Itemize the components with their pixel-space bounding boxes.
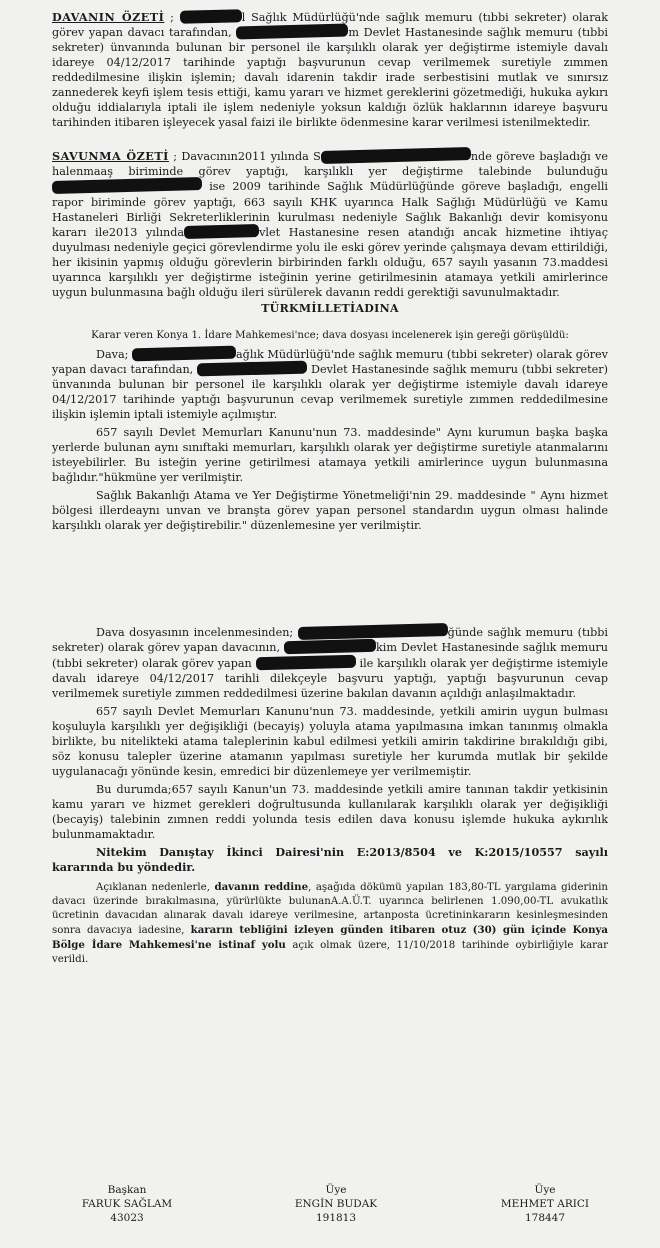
signature-role: Başkan bbox=[107, 1184, 147, 1196]
redaction bbox=[255, 654, 355, 670]
conclusion-paragraph: Bu durumda;657 sayılı Kanun'un 73. maddesinde yetkili amire tanınan takdir yetkisinin kamu yararı ve hizmet gerekleri doğrultusunda kullanılarak karşılıklı olarak yer değişikliği (becayiş) talebinin zımnen reddi yolunda tesis edilen dava konusu işlemde hukuka aykırılık bulunmamaktadır. bbox=[52, 782, 608, 842]
council-of-state-paragraph: Nitekim Danıştay İkinci Dairesi'nin E:2013/8504 ve K:2015/10557 sayılı kararında bu yöndedir. bbox=[52, 845, 608, 875]
signature-number: 178447 bbox=[524, 1212, 566, 1224]
redaction bbox=[184, 224, 259, 239]
redaction bbox=[180, 9, 242, 24]
signature-block bbox=[52, 1183, 620, 1225]
law-657-paragraph: 657 sayılı Devlet Memurları Kanunu'nun 73. maddesinde" Aynı kurumun başka başka yerlerde bulunan aynı sınıftaki memurları, karşılıklı olarak yer değiştirme suretiyle atanmalarını isteyebilirler. Bu isteğin yerine getirilmesi atamaya yetkili amirlerince uygun bulunmasına bağlıdır."hükmüne yer verilmiştir. bbox=[52, 426, 608, 485]
law-657-assessment-paragraph: 657 sayılı Devlet Memurları Kanunu'nun 73. maddesinde, yetkili amirin uygun bulması koşuluyla karşılıklı yer değişikliği (becayiş) yoluyla atama yapılmasına imkan tanınmış olmakla birlikte, bu nitelikteki atama taleplerinin kabul edilmesi yetkili amirin takdirine bırakıldığı gibi, söz konusu talepler üzerine atamanın yapılması suretiyle her kurumda mutlak bir şekilde uygulanacağı yönünde kesin, emredici bir düzenlemeye yer verilmemiştir. bbox=[52, 704, 608, 778]
verdict-paragraph: Açıklanan nedenlerle, davanın reddine, aşağıda dökümü yapılan 183,80-TL yargılama giderinin davacı üzerinde bırakılmasına, yürürlükte bulunanA.A.Ü.T. uyarınca belirlenen 1.090,00-TL avukatlık ücretinin davacıdan alınarak davalı idareye verilmesine, artanposta ücretininkararın kesinleşmesinden sonra davacıya iadesine, kararın tebliğini izleyen günden itibaren otuz (30) gün içinde Konya Bölge İdare Mahkemesi'ne istinaf yolu açık olmak üzere, 11/10/2018 tarihinde oybirliğiyle karar verildi. bbox=[52, 881, 608, 966]
claim-summary-label: DAVANIN ÖZETİ bbox=[52, 10, 165, 24]
intro-paragraph: Karar veren Konya 1. İdare Mahkemesi'nce; dava dosyası incelenerek işin gereği görüşüldü: bbox=[91, 329, 569, 341]
redaction bbox=[52, 178, 202, 195]
redaction bbox=[298, 623, 448, 640]
signature-chair bbox=[52, 1183, 202, 1225]
case-paragraph: Dava; ağlık Müdürlüğü'nde sağlık memuru (tıbbi sekreter) olarak görev yapan davacı tarafından, Devlet Hastanesinde sağlık memuru (tıbbi sekreter) ünvanında bulunan bir personel ile karşılıklı olarak yer değiştirme istemiyle davalı idareye 04/12/2017 tarihinde yaptığı başvurunun cevap verilmemek suretiyle zımmen reddedilmesine ilişkin işlemin iptali istemiyle açılmıştır. bbox=[52, 347, 608, 422]
signature-number: 191813 bbox=[315, 1212, 357, 1224]
redaction bbox=[284, 639, 376, 654]
signature-number: 43023 bbox=[110, 1212, 144, 1224]
signature-name: ENGİN BUDAK bbox=[294, 1198, 378, 1210]
signature-member-2 bbox=[470, 1183, 620, 1225]
redaction bbox=[197, 360, 307, 376]
section-heading: TÜRKMİLLETİADINA bbox=[261, 301, 399, 315]
signature-role: Üye bbox=[325, 1184, 347, 1196]
redaction bbox=[321, 147, 471, 164]
redaction bbox=[236, 24, 348, 40]
signature-role: Üye bbox=[534, 1184, 556, 1196]
signature-name: FARUK SAĞLAM bbox=[81, 1198, 173, 1210]
defense-summary-label: SAVUNMA ÖZETİ bbox=[52, 149, 169, 164]
signature-name: MEHMET ARICI bbox=[500, 1198, 590, 1210]
claim-summary-paragraph: DAVANIN ÖZETİ ; l Sağlık Müdürlüğü'nde sağlık memuru (tıbbi sekreter) olarak görev yapan davacı tarafından, m Devlet Hastanesinde sağlık memuru (tıbbi sekreter) ünvanında bulunan bir personel ile karşılıklı olarak yer değiştirme istemiyle davalı idareye 04/12/2017 tarihinde yaptığı başvurunun cevap verilmemek suretiyle zımmen reddedilmesine ilişkin işlemin; davalı idarenin takdir irade serbestisini mutlak ve sınırsız zannederek keyfi işlem tesis ettiği, kamu yararı ve hizmet gereklerini gözetmediği, hukuka aykırı olduğu iddialarıyla iptali ile işlem nedeniyle yoksun kaldığı özlük haklarının idareye başvuru tarihinden itibaren işleyecek yasal faizi ile birlikte ödenmesine karar verilmesi istenilmektedir. bbox=[52, 10, 609, 130]
signature-member-1 bbox=[261, 1183, 411, 1225]
redaction bbox=[132, 345, 236, 361]
regulation-paragraph: Sağlık Bakanlığı Atama ve Yer Değiştirme Yönetmeliği'nin 29. maddesinde " Aynı hizmet bölgesi illerdeaynı unvan ve branşta görev yapan personel standardın uygun olması halinde karşılıklı olarak yer değiştirebilir." düzenlemesine yer verilmiştir. bbox=[52, 489, 608, 533]
defense-summary-paragraph: SAVUNMA ÖZETİ ; Davacının2011 yılında S nde göreve başladığı ve halenmaaş biriminde görev yaptığı, karşılıklı yer değiştirme talebinde bulunduğu ise 2009 tarihinde Sağlık Müdürlüğünde göreve başladığı, engelli rapor biriminde görev yaptığı, 663 sayılı KHK uyarınca Halk Sağlığı Müdürlüğü ve Kamu Hastaneleri Birliği Sekreterliklerinin kurulması nedeniyle Sağlık Bakanlığı devir komisyonu kararı ile2013 yılında vlet Hastanesine resen atandığı ancak hizmetine ihtiyaç duyulması nedeniyle geçici görevlendirme yolu ile eski görev yerinde çalışmaya devam ettirildiği, her ikisinin yapmış olduğu görevlerin birbirinden farklı olduğu, 657 sayılı yasanın 73.maddesi uyarınca karşılıklı yer değiştirme isteğinin yerine getirilmesinin atamaya yetkili amirlerince uygun bulunmasına bağlı olduğu ileri sürülerek davanın reddi gerektiği savunulmaktadır. bbox=[52, 149, 608, 299]
examination-paragraph: Dava dosyasının incelenmesinden; ğünde sağlık memuru (tıbbi sekreter) olarak görev yapan davacının, kim Devlet Hastanesinde sağlık memuru (tıbbi sekreter) olarak görev yapan ile karşılıklı olarak yer değiştirme istemiyle davalı idareye 04/12/2017 tarihli dilekçeyle başvuru yaptığı, yaptığı başvurunun cevap verilmemek suretiyle zımmen reddedilmesi üzerine bakılan davanın açıldığı anlaşılmaktadır. bbox=[52, 625, 608, 700]
